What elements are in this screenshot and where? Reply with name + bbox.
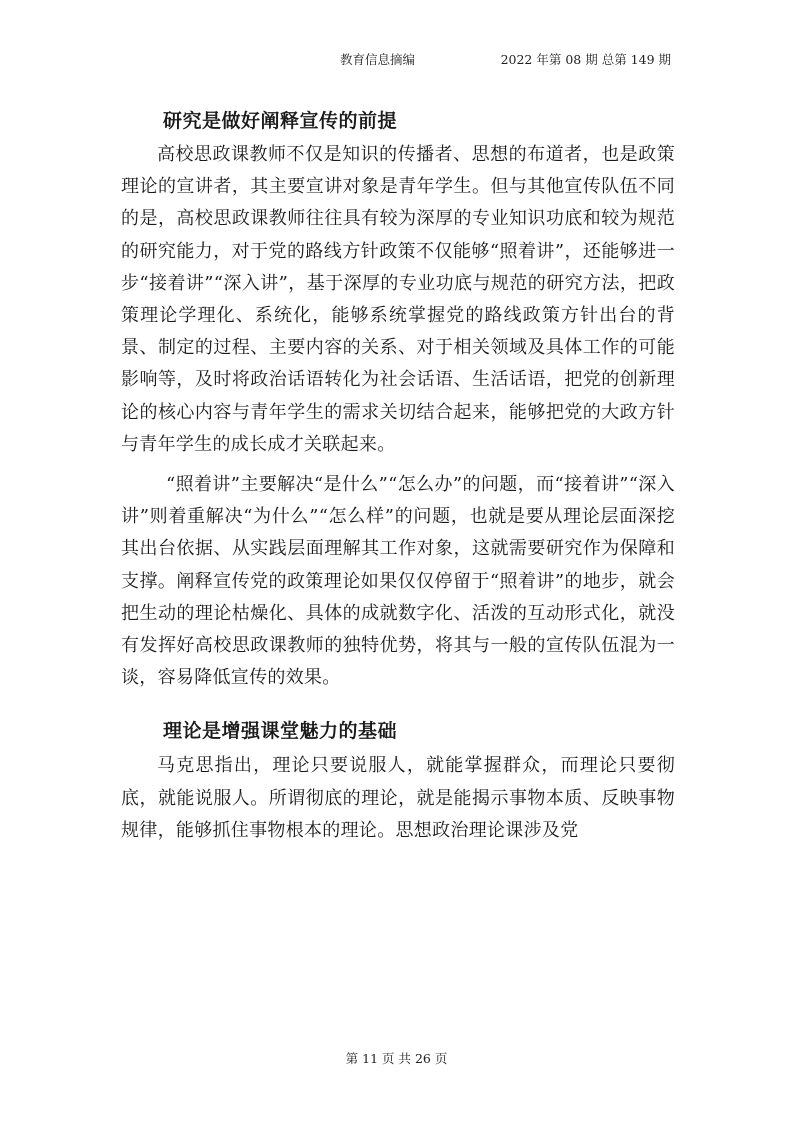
- issue-info: 2022 年第 08 期 总第 149 期: [500, 52, 671, 67]
- section-heading: 研究是做好阐释宣传的前提: [163, 110, 398, 132]
- body-paragraph: “照着讲”主要解决“是什么”“怎么办”的问题，而“接着讲”“深入讲”则着重解决“为什么”“怎么样”的问题，也就是要从理论层面深挖其出台依据、从实践层面理解其工作对象，这就需要研究作为保障和支撑。阐释宣传党的政策理论如果仅仅停留于“照着讲”的地步，就会把生动的理论枯燥化、具体的成就数字化、活泼的互动形式化，就没有发挥好高校思政课教师的独特优势，将其与一般的宣传队伍混为一谈，容易降低宣传的效果。: [121, 474, 675, 689]
- page-header: [0, 50, 793, 76]
- section-heading: 理论是增强课堂魅力的基础: [163, 720, 398, 743]
- page-number: 第 11 页 共 26 页: [345, 1051, 448, 1066]
- body-paragraph: 马克思指出，理论只要说服人，就能掌握群众，而理论只要彻底，就能说服人。所谓彻底的理论，就是能揭示事物本质、反映事物规律，能够抓住事物根本的理论。思想政治理论课涉及党: [121, 755, 675, 841]
- body-paragraph: 高校思政课教师不仅是知识的传播者、思想的布道者，也是政策理论的宣讲者，其主要宣讲对象是青年学生。但与其他宣传队伍不同的是，高校思政课教师往往具有较为深厚的专业知识功底和较为规范的研究能力，对于党的路线方针政策不仅能够“照着讲”，还能够进一步“接着讲”“深入讲”，基于深厚的专业功底与规范的研究方法，把政策理论学理化、系统化，能够系统掌握党的路线政策方针出台的背景、制定的过程、主要内容的关系、对于相关领域及具体工作的可能影响等，及时将政治话语转化为社会话语、生活话语，把党的创新理论的核心内容与青年学生的需求关切结合起来，能够把党的大政方针与青年学生的成长成才关联起来。: [121, 144, 675, 455]
- publication-name: 教育信息摘编: [340, 52, 416, 67]
- article-body: [121, 108, 675, 847]
